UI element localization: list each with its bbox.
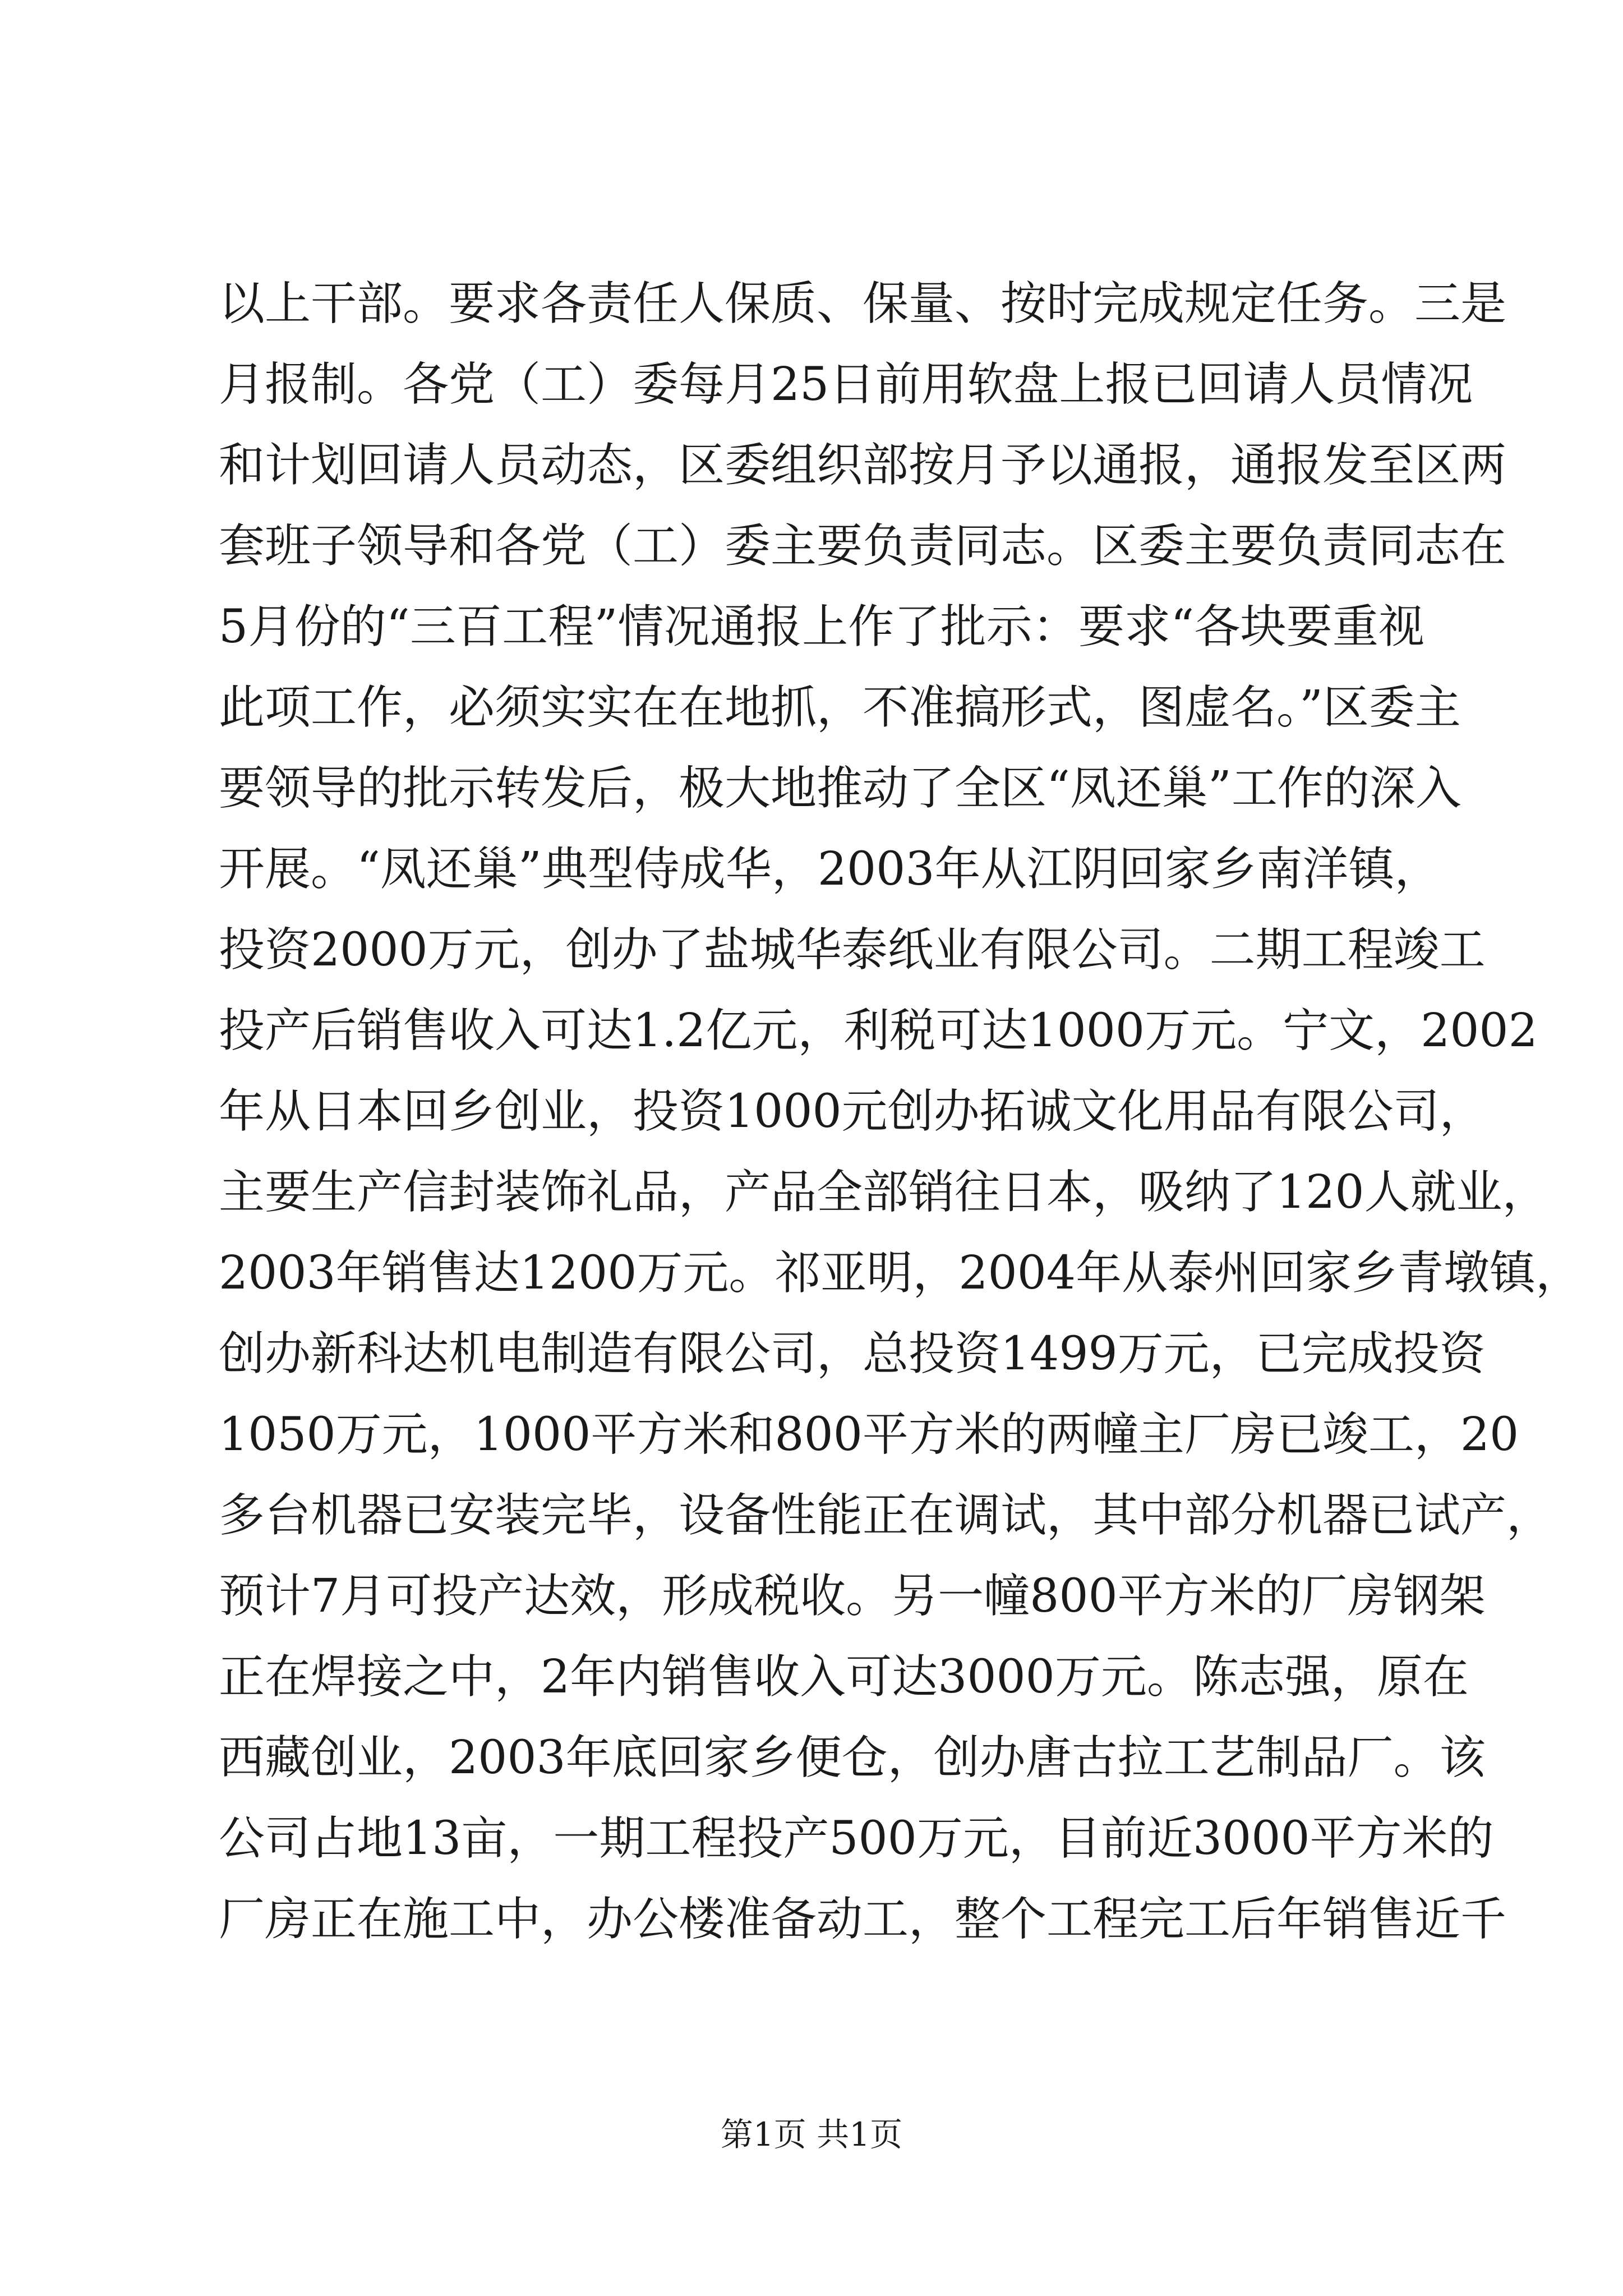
text-line-6: 此项工作，必须实实在在地抓，不准搞形式，图虚名。”区委主 [219, 681, 1461, 734]
text-line-2: 月报制。各党（工）委每月25日前用软盘上报已回请人员情况 [219, 358, 1473, 411]
text-line-10: 投产后销售收入可达1.2亿元，利税可达1000万元。宁文，2002 [219, 1004, 1538, 1057]
text-line-1: 以上干部。要求各责任人保质、保量、按时完成规定任务。三是 [219, 277, 1507, 330]
text-line-21: 厂房正在施工中，办公楼准备动工，整个工程完工后年销售近千 [219, 1893, 1507, 1946]
text-line-19: 西藏创业，2003年底回家乡便仓，创办唐古拉工艺制品厂。该 [219, 1731, 1486, 1784]
text-line-12: 主要生产信封装饰礼品，产品全部销往日本，吸纳了120人就业， [219, 1166, 1548, 1219]
text-line-20: 公司占地13亩，一期工程投产500万元，目前近3000平方米的 [219, 1812, 1494, 1865]
text-line-17: 预计7月可投产达效，形成税收。另一幢800平方米的厂房钢架 [219, 1570, 1486, 1623]
text-line-13: 2003年销售达1200万元。祁亚明，2004年从泰州回家乡青墩镇， [219, 1246, 1582, 1300]
text-line-8: 开展。“凤还巢”典型侍成华，2003年从江阴回家乡南洋镇， [219, 843, 1441, 896]
text-line-4: 套班子领导和各党（工）委主要负责同志。区委主要负责同志在 [219, 519, 1507, 573]
text-line-14: 创办新科达机电制造有限公司，总投资1499万元，已完成投资 [219, 1327, 1486, 1381]
text-line-15: 1050万元，1000平方米和800平方米的两幢主厂房已竣工，20 [219, 1408, 1519, 1461]
text-line-9: 投资2000万元，创办了盐城华泰纸业有限公司。二期工程竣工 [219, 923, 1486, 977]
text-line-5: 5月份的“三百工程”情况通报上作了批示：要求“各块要重视 [219, 600, 1424, 654]
page-footer [0, 2112, 1623, 2157]
page-number-label: 第1页 共1页 [720, 2115, 903, 2154]
text-line-7: 要领导的批示转发后，极大地推动了全区“凤还巢”工作的深入 [219, 762, 1461, 815]
text-line-3: 和计划回请人员动态，区委组织部按月予以通报，通报发至区两 [219, 439, 1507, 492]
text-line-16: 多台机器已安装完毕，设备性能正在调试，其中部分机器已试产， [219, 1489, 1553, 1542]
body-text [219, 264, 1582, 1960]
text-line-18: 正在焊接之中，2年内销售收入可达3000万元。陈志强，原在 [219, 1650, 1469, 1704]
text-line-11: 年从日本回乡创业，投资1000元创办拓诚文化用品有限公司， [219, 1085, 1486, 1138]
